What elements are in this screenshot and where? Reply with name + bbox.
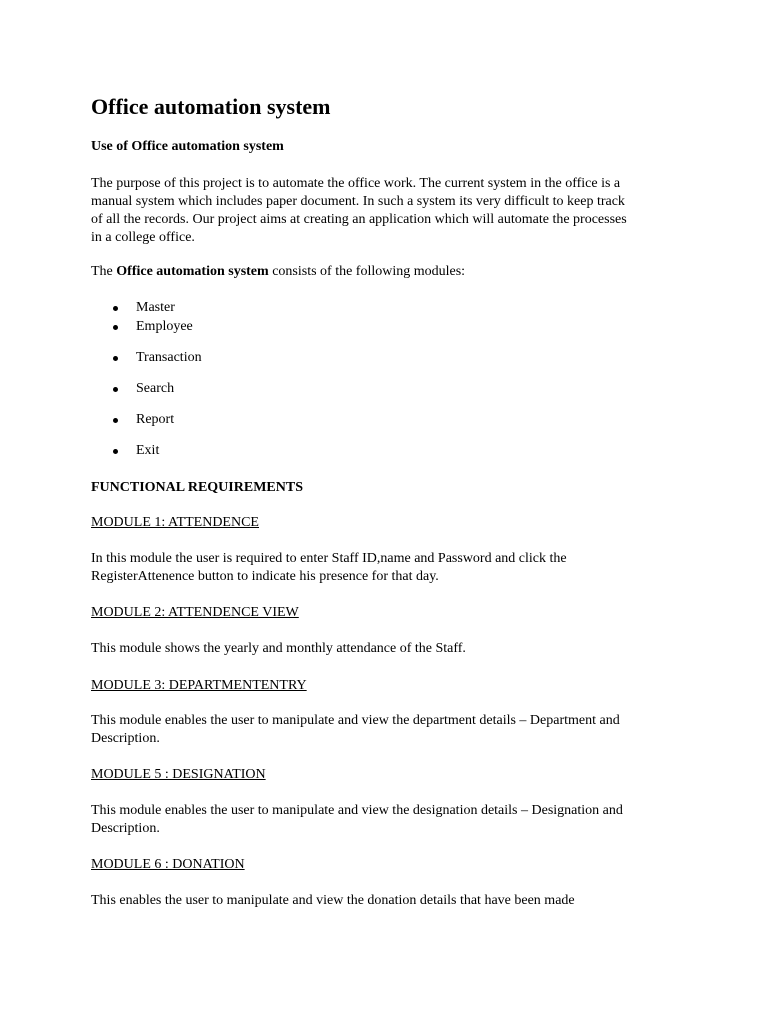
module-line: In this module the user is required to enter Staff ID,name and Password and click the [91, 551, 567, 566]
intro-paragraph [91, 175, 681, 247]
list-item-label: Master [136, 300, 175, 315]
module-description [91, 640, 466, 658]
subtitle: Use of Office automation system [91, 139, 284, 154]
module-description [91, 712, 620, 748]
module-heading: MODULE 5 : DESIGNATION [91, 767, 266, 782]
module-description [91, 550, 567, 586]
module-heading: MODULE 6 : DONATION [91, 857, 245, 872]
module-line: This module enables the user to manipulate and view the designation details – Designation and [91, 803, 623, 818]
bullet-icon [113, 306, 118, 311]
list-item-label: Search [136, 381, 175, 396]
module-heading: MODULE 1: ATTENDENCE [91, 515, 259, 530]
module-line: Description. [91, 731, 160, 746]
module-line: This module shows the yearly and monthly attendance of the Staff. [91, 641, 466, 656]
module-line: RegisterAttenence button to indicate his presence for that day. [91, 569, 439, 584]
modules-intro [91, 263, 465, 281]
modules-intro-prefix: The [91, 264, 117, 279]
module-description [91, 892, 575, 910]
bullet-icon [113, 325, 118, 330]
intro-line: of all the records. Our project aims at creating an application which will automate the processes [91, 212, 627, 227]
functional-requirements-heading: FUNCTIONAL REQUIREMENTS [91, 480, 303, 495]
module-line: Description. [91, 821, 160, 836]
module-heading: MODULE 3: DEPARTMENTENTRY [91, 678, 307, 693]
intro-line: manual system which includes paper document. In such a system its very difficult to keep track [91, 194, 625, 209]
module-description [91, 802, 623, 838]
list-item-label: Employee [136, 319, 193, 334]
modules-intro-suffix: consists of the following modules: [268, 264, 466, 279]
page-title: Office automation system [91, 94, 331, 119]
list-item-label: Exit [136, 443, 160, 458]
module-heading: MODULE 2: ATTENDENCE VIEW [91, 605, 299, 620]
bullet-icon [113, 418, 118, 423]
module-line: This module enables the user to manipulate and view the department details – Department and [91, 713, 620, 728]
intro-line: in a college office. [91, 230, 195, 245]
bullet-icon [113, 449, 118, 454]
list-item-label: Transaction [136, 350, 202, 365]
bullet-icon [113, 387, 118, 392]
bullet-icon [113, 356, 118, 361]
intro-line: The purpose of this project is to automate the office work. The current system in the office is a [91, 176, 621, 191]
module-line: This enables the user to manipulate and view the donation details that have been made [91, 893, 575, 908]
list-item-label: Report [136, 412, 175, 427]
modules-intro-bold: Office automation system [116, 264, 269, 279]
